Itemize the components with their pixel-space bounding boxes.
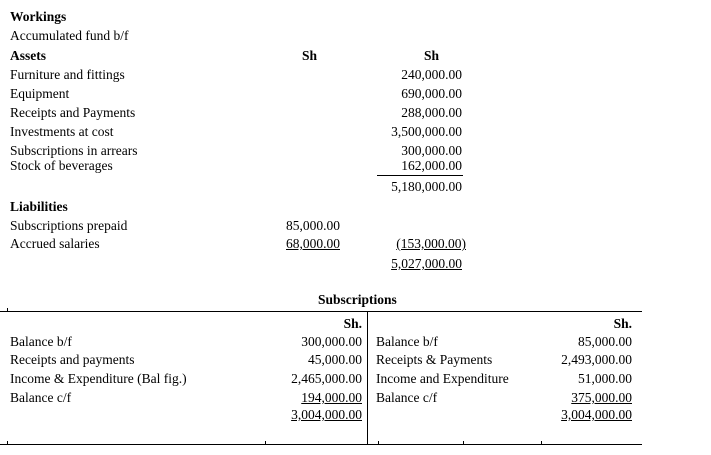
debit-label: Balance c/f	[10, 390, 72, 405]
debit-label: Income & Expenditure (Bal fig.)	[10, 371, 187, 386]
asset-label: Furniture and fittings	[10, 67, 125, 82]
account-divider	[367, 311, 368, 444]
col1-header: Sh	[302, 48, 318, 63]
debit-label: Balance b/f	[10, 334, 72, 349]
net-total: 5,027,000.00	[391, 256, 462, 271]
account-bottom-line	[0, 444, 642, 445]
account-top-line	[0, 311, 642, 312]
workings-subtitle: Accumulated fund b/f	[10, 28, 129, 43]
credit-label: Balance b/f	[376, 334, 438, 349]
tick-mark	[463, 441, 464, 445]
tick-mark	[265, 441, 266, 445]
assets-sum-line	[377, 175, 463, 176]
credit-amount: 85,000.00	[578, 334, 632, 349]
debit-amount: 45,000.00	[308, 352, 362, 367]
workings-title: Workings	[10, 9, 67, 24]
tick-mark	[541, 441, 542, 445]
tick-mark	[7, 308, 8, 312]
credit-label: Receipts & Payments	[376, 352, 493, 367]
account-title: Subscriptions	[318, 292, 397, 307]
asset-amount: 240,000.00	[401, 67, 462, 82]
asset-amount: 288,000.00	[401, 105, 462, 120]
credit-total: 3,004,000.00	[561, 407, 632, 422]
liability-label: Subscriptions prepaid	[10, 218, 128, 233]
asset-amount: 162,000.00	[401, 158, 462, 173]
asset-label: Subscriptions in arrears	[10, 143, 138, 158]
credit-label: Income and Expenditure	[376, 371, 509, 386]
asset-label: Equipment	[10, 86, 70, 101]
liabilities-heading: Liabilities	[10, 199, 68, 214]
debit-amount: 2,465,000.00	[291, 371, 362, 386]
debit-label: Receipts and payments	[10, 352, 135, 367]
debit-header: Sh.	[343, 316, 362, 331]
credit-amount: 375,000.00	[571, 390, 632, 405]
liability-label: Accrued salaries	[10, 236, 100, 251]
debit-total: 3,004,000.00	[291, 407, 362, 422]
assets-heading: Assets	[10, 48, 46, 63]
credit-label: Balance c/f	[376, 390, 438, 405]
credit-amount: 2,493,000.00	[561, 352, 632, 367]
asset-amount: 690,000.00	[401, 86, 462, 101]
liability-amount: 68,000.00	[286, 236, 340, 251]
asset-label: Stock of beverages	[10, 158, 113, 173]
asset-amount: 3,500,000.00	[391, 124, 462, 139]
liability-amount: 85,000.00	[286, 218, 340, 233]
asset-label: Investments at cost	[10, 124, 114, 139]
credit-header: Sh.	[613, 316, 632, 331]
debit-amount: 194,000.00	[301, 390, 362, 405]
liabilities-total: (153,000.00)	[396, 236, 466, 251]
assets-total: 5,180,000.00	[391, 179, 462, 194]
asset-amount: 300,000.00	[401, 143, 462, 158]
tick-mark	[7, 441, 8, 445]
tick-mark	[378, 441, 379, 445]
debit-amount: 300,000.00	[301, 334, 362, 349]
col2-header: Sh	[424, 48, 440, 63]
credit-amount: 51,000.00	[578, 371, 632, 386]
asset-label: Receipts and Payments	[10, 105, 136, 120]
